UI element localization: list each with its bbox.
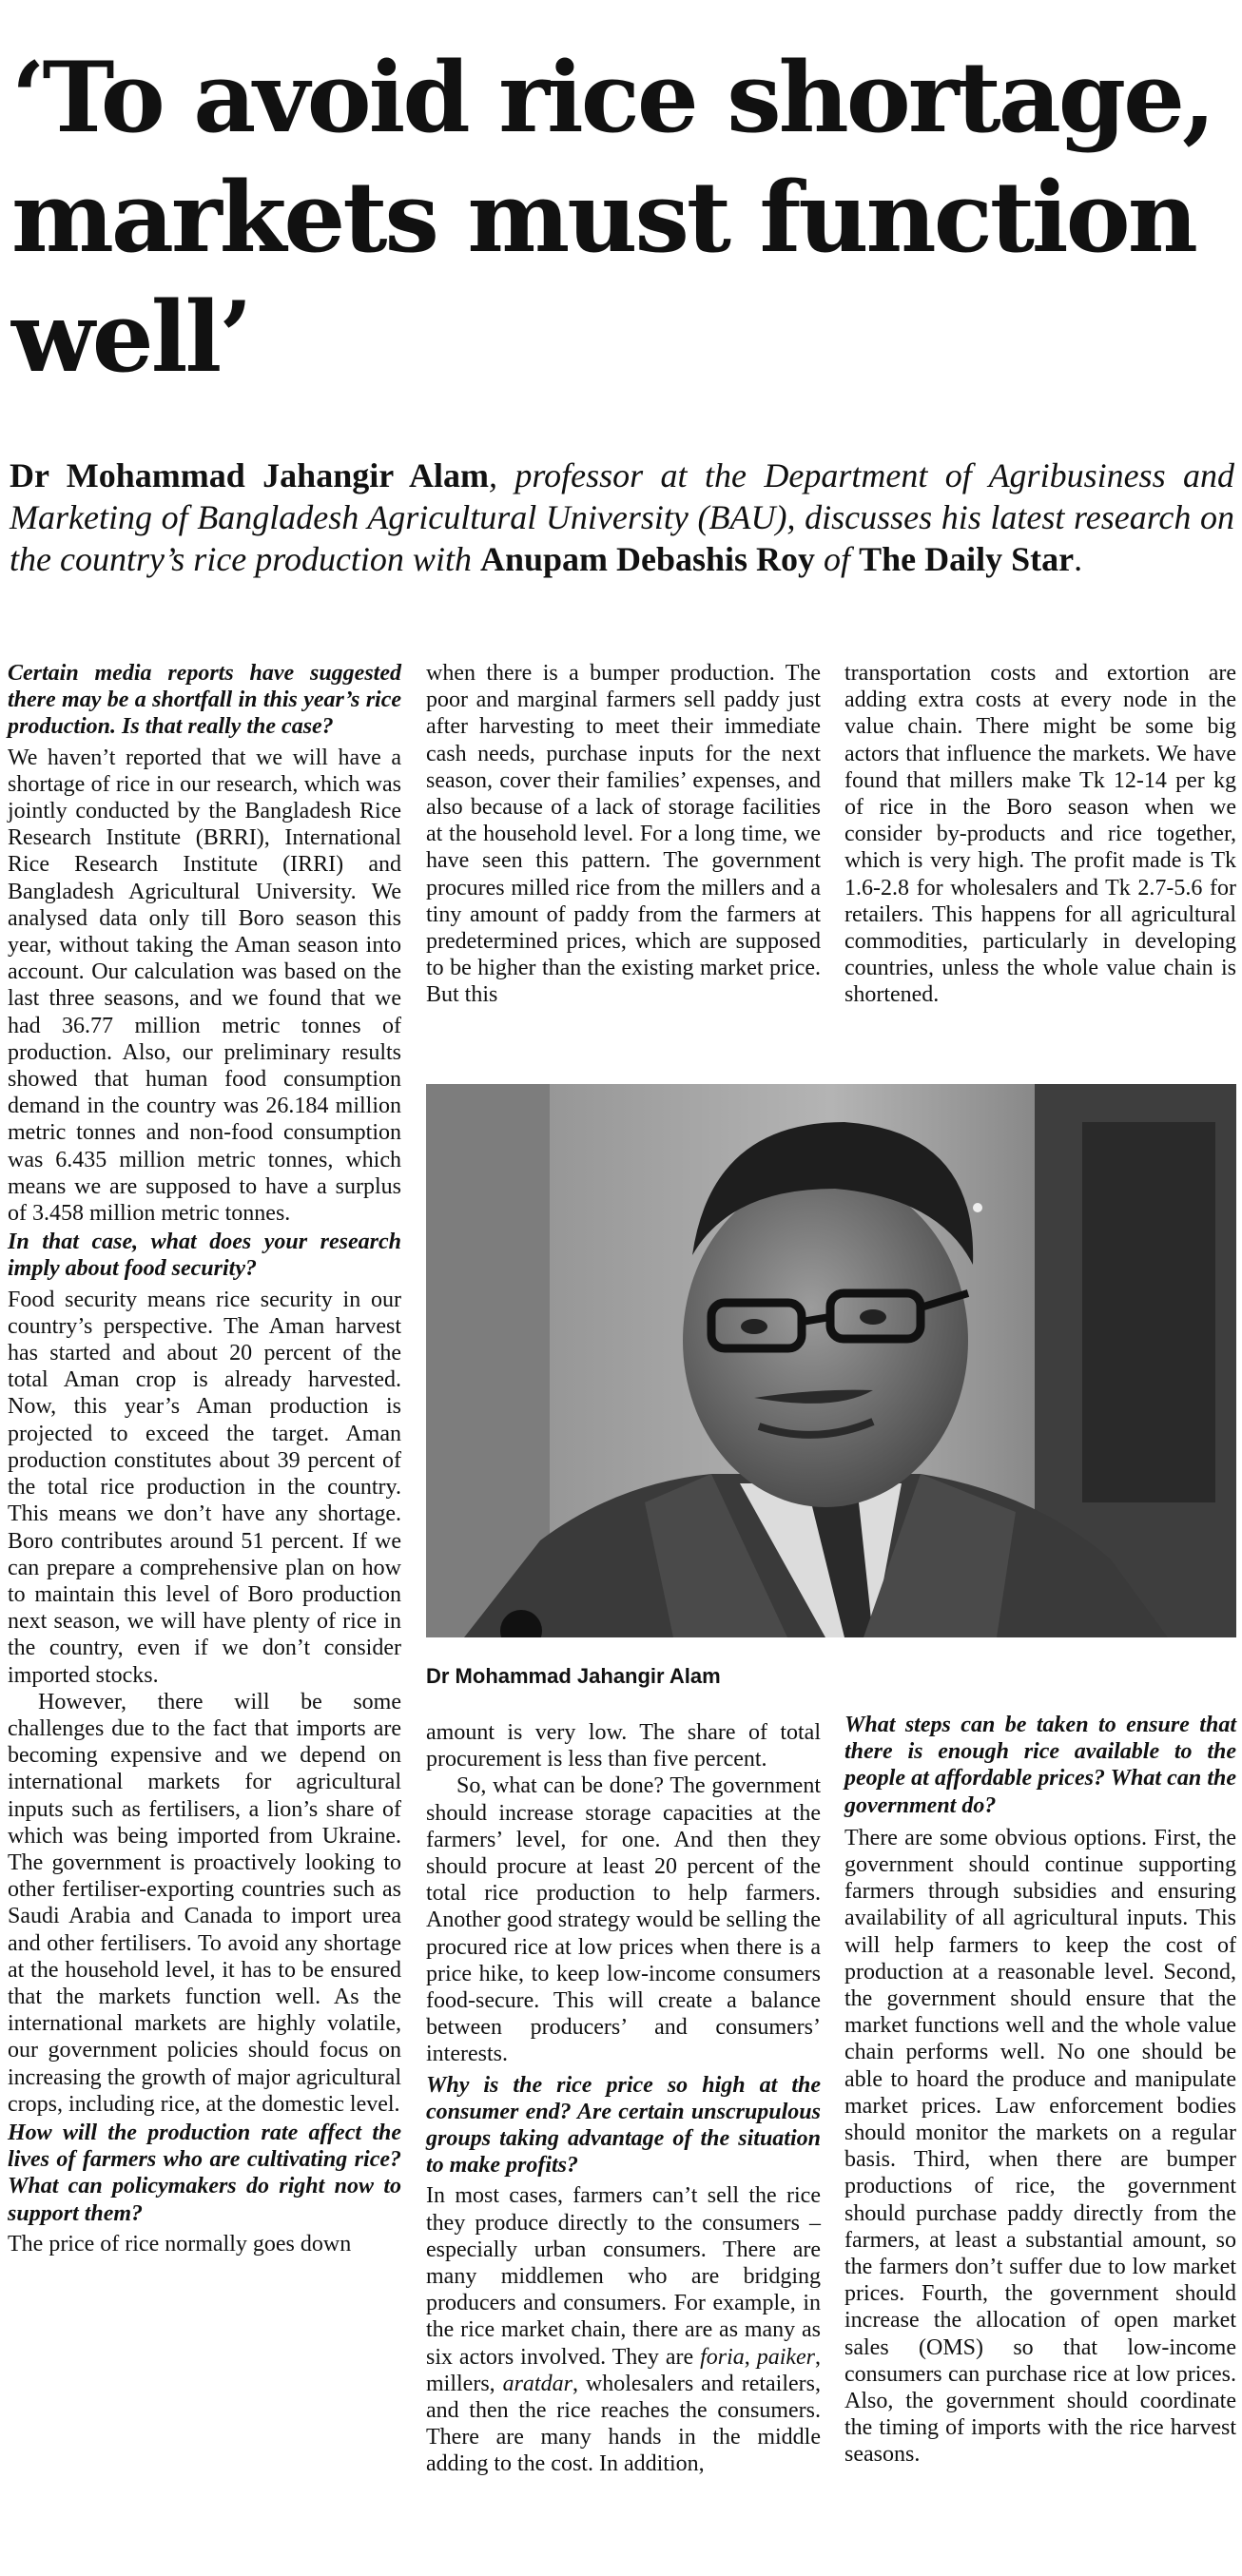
standfirst-end: . xyxy=(1074,540,1083,578)
separator-comma: , xyxy=(744,2344,757,2370)
term-foria: foria xyxy=(700,2344,745,2370)
question-3: How will the production rate affect the lives of farmers who are cultivating rice? What can policymakers do right now to support them? xyxy=(8,2120,401,2226)
answer-2-continued: However, there will be some challenges due to the fact that imports are becoming expensive and we depend on international markets for agricultural inputs such as fertilisers, a lion’s share of which was being imported from Ukraine. The government is proactively looking to other fertiliser-exporting countries such as Saudi Arabia and Canada to import urea and other fertilisers. To avoid any shortage at the household level, it has to be ensured that the markets function well. As the international markets are highly volatile, our government policies should focus on increasing the growth of major agricultural crops, including rice, at the domestic level. xyxy=(8,1689,401,2117)
standfirst xyxy=(10,455,1234,580)
question-5: What steps can be taken to ensure that there is enough rice available to the people at affordable prices? What can the government do? xyxy=(844,1713,1236,1818)
answer-4-continued: transportation costs and extortion are adding extra costs at every node in the value chain. There might be some big actors that influence the markets. We have found that millers make Tk 12-14 per kg of rice in the Boro season when we consider by-products and rice together, which is very high. The profit made is Tk 1.6-2.8 for wholesalers and Tk 2.7-5.6 for retailers. This happens for all agricultural commodities, particularly in developing countries, unless the whole value chain is shortened. xyxy=(844,661,1236,1008)
interviewee-description: , professor at the Department of Agribusiness and Marketing of Bangladesh Agricultural University (BAU), discusses his latest research on the country’s rice production with xyxy=(10,456,1235,578)
question-4: Why is the rice price so high at the consumer end? Are certain unscrupulous groups taking advantage of the situation to make profits? xyxy=(426,2072,821,2179)
column-3-top xyxy=(844,660,1236,1009)
column-2-top xyxy=(426,660,821,1009)
standfirst-of: of xyxy=(815,540,860,578)
interviewer-name: Anupam Debashis Roy xyxy=(479,540,816,578)
photo-caption: Dr Mohammad Jahangir Alam xyxy=(426,1664,721,1688)
answer-3-solutions: So, what can be done? The government should increase storage capacities at the farmers’ level, for one. And then they should procure at least 20 percent of the total rice production to help farmers. Another good strategy would be selling the procured rice at low prices when there is a price hike, to keep low-income consumers food-secure. This will create a balance between producers’ and consumers’ interests. xyxy=(426,1773,821,2067)
answer-4 xyxy=(426,2182,821,2477)
question-1: Certain media reports have suggested there may be a shortfall in this year’s rice production. Is that really the case? xyxy=(8,661,401,740)
answer-3-end: amount is very low. The share of total procurement is less than five percent. xyxy=(426,1720,821,1772)
term-aratdar: aratdar xyxy=(502,2371,572,2396)
answer-4-middle: , millers, xyxy=(426,2344,821,2396)
answer-5: There are some obvious options. First, the government should continue supporting farmers through subsidies and ensuring availability of all agricultural inputs. This will help farmers to keep the cost of production at a reasonable level. Second, the government should ensure that the market functions well and the whole value chain performs well. No one should be able to hoard the produce and manipulate market prices. Law enforcement bodies should monitor the markets on a regular basis. Third, when there are bumper productions of rice, the government should purchase paddy directly from the farmers, at least a substantial amount, so the farmers don’t suffer due to low market prices. Fourth, the government should increase the allocation of open market sales (OMS) so that low-income consumers can purchase rice at low prices. Also, the government should coordinate the timing of imports with the rice harvest seasons. xyxy=(844,1825,1236,2468)
question-2: In that case, what does your research imply about food security? xyxy=(8,1230,401,1282)
column-2-bottom xyxy=(426,1719,821,2478)
publication-name: The Daily Star xyxy=(859,540,1075,578)
column-1 xyxy=(8,660,401,2257)
answer-2: Food security means rice security in our country’s perspective. The Aman harvest has started and about 20 percent of the total Aman crop is already harvested. Now, this year’s Aman production is projected to exceed the target. Aman production constitutes about 39 percent of the total rice production in the country. This means we don’t have any shortage. Boro contributes around 51 percent. If we can prepare a comprehensive plan on how to maintain this level of Boro production next season, we will have plenty of rice in the country, even if we don’t consider imported stocks. xyxy=(8,1287,401,1688)
column-3-bottom xyxy=(844,1712,1236,2469)
answer-1: We haven’t reported that we will have a shortage of rice in our research, which was jointly conducted by the Bangladesh Rice Research Institute (BRRI), International Rice Research Institute (IRRI) and Bangladesh Agricultural University. We analysed data only till Boro season this year, without taking the Aman season into account. Our calculation was based on the last three seasons, and we found that we had 36.77 million metric tonnes of production. Also, our preliminary results showed that human food consumption demand in the country was 26.184 million metric tonnes and non-food consumption was 6.435 million metric tonnes, which means we are supposed to have a surplus of 3.458 million metric tonnes. xyxy=(8,745,401,1227)
answer-4-start: In most cases, farmers can’t sell the rice they produce directly to the consumers – especially urban consumers. There are many middlemen who are bridging producers and consumers. For example, in the rice market chain, there are as many as six actors involved. They are xyxy=(426,2183,821,2370)
portrait-photo xyxy=(426,1084,1236,1637)
headline: ‘To avoid rice shortage, markets must function well’ xyxy=(11,41,1213,395)
term-paiker: paiker xyxy=(756,2344,815,2370)
answer-3-continued: when there is a bumper production. The poor and marginal farmers sell paddy just after harvesting to meet their immediate cash needs, purchase inputs for the next season, cover their families’ expenses, and also because of a lack of storage facilities at the household level. For a long time, we have seen this pattern. The government procures milled rice from the millers and a tiny amount of paddy from the farmers at predetermined prices, which are supposed to be higher than the existing market price. But this xyxy=(426,661,821,1008)
portrait-illustration xyxy=(426,1084,1236,1637)
answer-4-end: , wholesalers and retailers, and then the rice reaches the consumers. There are many hands in the middle adding to the cost. In addition, xyxy=(426,2371,821,2477)
answer-3-start: The price of rice normally goes down xyxy=(8,2231,352,2256)
interviewee-name: Dr Mohammad Jahangir Alam xyxy=(10,456,489,494)
